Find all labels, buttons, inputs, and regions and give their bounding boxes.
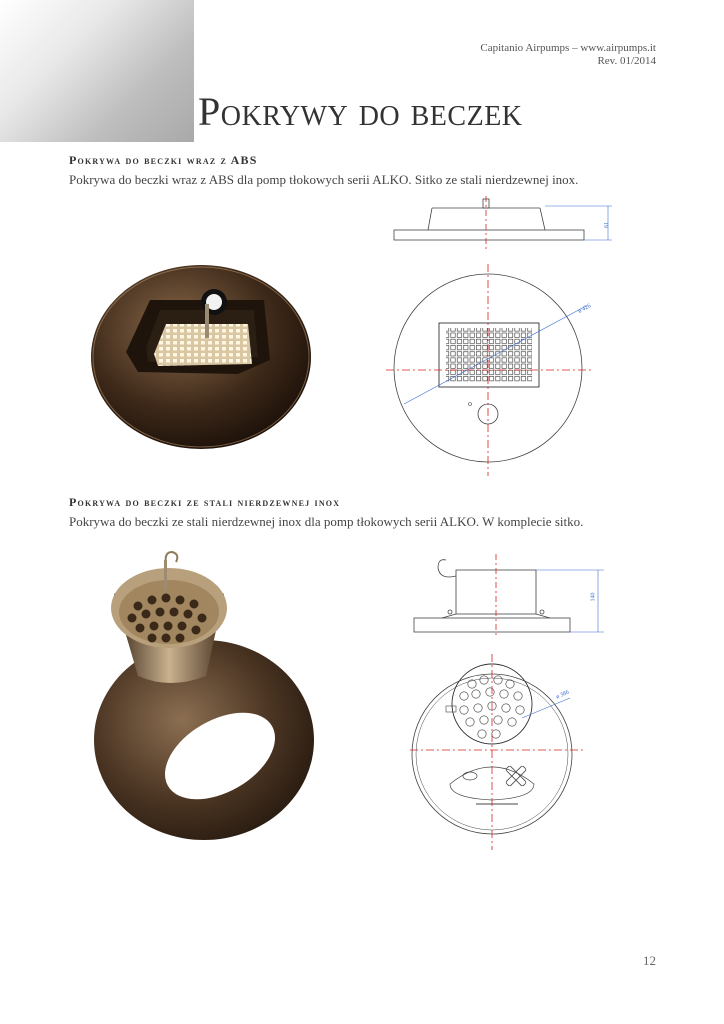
page-title: Pokrywy do beczek xyxy=(198,89,523,134)
section-2-title: Pokrywa do beczki ze stali nierdzewnej inox xyxy=(69,495,341,509)
abs-side-height-label: 61 xyxy=(604,222,610,228)
inox-side-height-label: 140 xyxy=(590,592,597,602)
corner-gradient-decoration xyxy=(0,0,194,142)
section-1-title: Pokrywa do beczki wraz z ABS xyxy=(69,153,258,167)
header-meta xyxy=(480,42,656,68)
company-header: Capitanio Airpumps – www.airpumps.it xyxy=(480,42,656,54)
abs-lid-top-view-drawing xyxy=(386,264,592,476)
inox-lid-side-view-drawing xyxy=(410,554,614,638)
section-1-description: Pokrywa do beczki wraz z ABS dla pomp tłokowych serii ALKO. Sitko ze stali nierdzewnej inox. xyxy=(69,172,579,187)
abs-lid-side-view-drawing xyxy=(390,196,622,252)
inox-top-diameter-label: ø 386 xyxy=(555,689,571,701)
page-number: 12 xyxy=(643,953,656,968)
section-2-description: Pokrywa do beczki ze stali nierdzewnej inox dla pomp tłokowych serii ALKO. W komplecie sitko. xyxy=(69,514,584,529)
abs-top-diameter-label: ø 426 xyxy=(577,303,593,315)
abs-lid-photo xyxy=(88,262,314,452)
inox-lid-top-view-drawing xyxy=(410,654,586,850)
inox-lid-photo xyxy=(94,550,318,850)
revision-label: Rev. 01/2014 xyxy=(597,55,656,67)
